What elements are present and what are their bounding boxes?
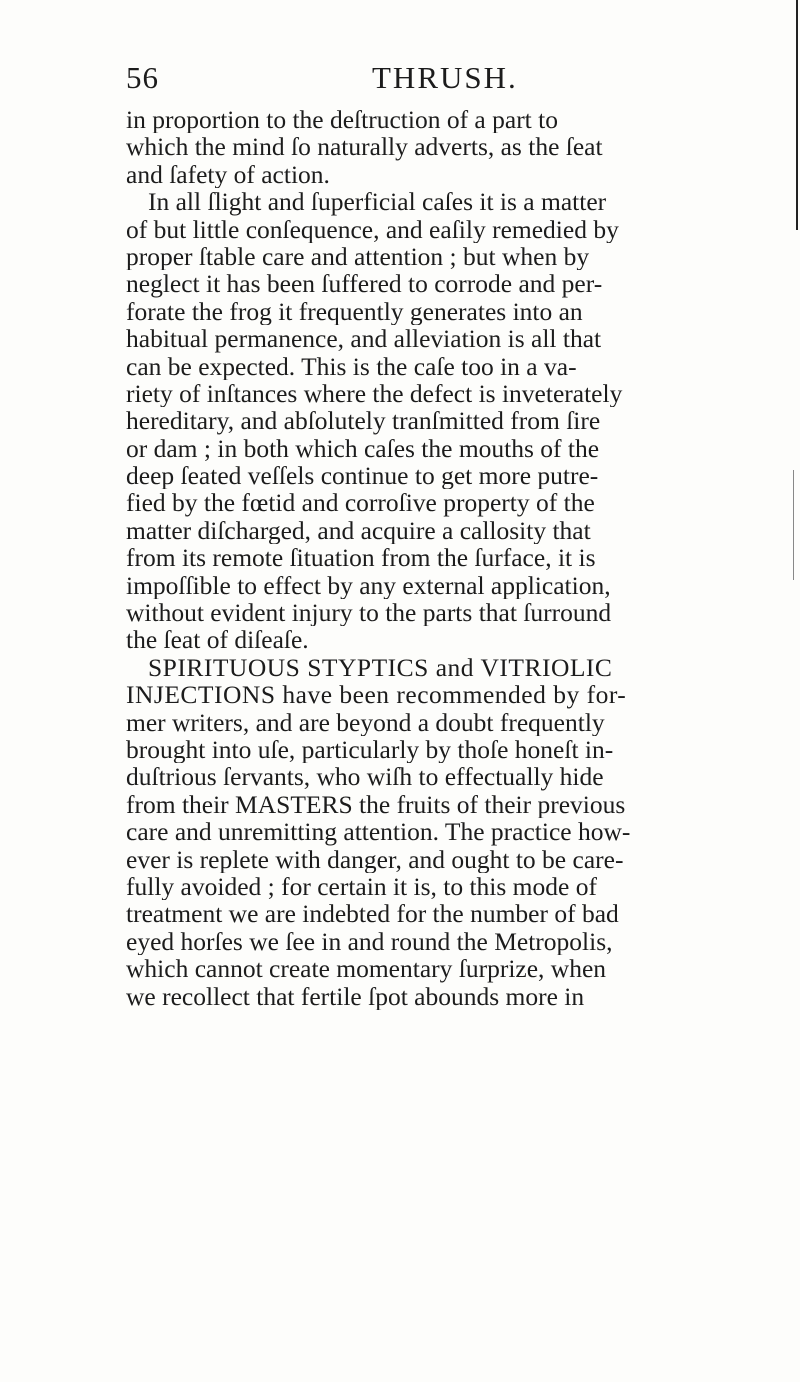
text-line: from its remote ſituation from the ſurface, it is xyxy=(126,544,596,572)
text-line: can be expected. This is the caſe too in a va- xyxy=(126,352,577,380)
text-line: the ſeat of diſeaſe. xyxy=(126,626,309,654)
text-line: In all ſlight and ſuperficial caſes it is a matter xyxy=(148,188,607,216)
text-line: SPIRITUOUS STYPTICS and VITRIOLIC xyxy=(148,653,613,682)
text-line: treatment we are indebted for the number of bad xyxy=(126,900,619,928)
gutter-edge xyxy=(796,0,798,230)
text-line: brought into uſe, particularly by thoſe honeſt in- xyxy=(126,735,614,764)
text-line: of but little conſequence, and eaſily remedied by xyxy=(126,215,619,243)
text-line: duſtrious ſervants, who wiſh to effectually hide xyxy=(126,763,604,791)
text-line: neglect it has been ſuffered to corrode and per- xyxy=(126,270,603,298)
text-line: or dam ; in both which caſes the mouths of the xyxy=(126,434,600,463)
text-line: ever is replete with danger, and ought to be care- xyxy=(126,845,624,873)
text-line: in proportion to the deſtruction of a part to xyxy=(126,106,558,134)
running-head: THRUSH. xyxy=(372,60,518,95)
text-line: mer writers, and are beyond a doubt frequently xyxy=(126,708,605,736)
page-number: 56 xyxy=(126,60,159,95)
text-line: habitual permanence, and alleviation is all that xyxy=(126,325,602,353)
text-line: proper ſtable care and attention ; but when by xyxy=(126,242,590,271)
text-line: forate the frog it frequently generates into an xyxy=(126,297,583,326)
text-line: we recollect that fertile ſpot abounds more in xyxy=(126,982,585,1010)
text-line: and ſafety of action. xyxy=(126,160,330,189)
text-line: which cannot create momentary ſurprize, when xyxy=(126,955,607,983)
text-line: hereditary, and abſolutely tranſmitted from ſire xyxy=(126,407,601,435)
text-line: eyed horſes we ſee in and round the Metropolis, xyxy=(126,927,613,956)
text-line: from their MASTERS the fruits of their previous xyxy=(126,790,626,819)
text-line: deep ſeated veſſels continue to get more putre- xyxy=(126,462,599,490)
text-line: without evident injury to the parts that ſurround xyxy=(126,599,612,627)
text-line: INJECTIONS have been recommended by for- xyxy=(126,681,627,709)
page-header xyxy=(126,60,646,104)
text-line: matter diſcharged, and acquire a callosity that xyxy=(126,516,591,545)
text-line: impoſſible to effect by any external application, xyxy=(126,571,611,600)
text-line: riety of inſtances where the defect is inveterately xyxy=(126,379,623,408)
text-line: care and unremitting attention. The practice how- xyxy=(126,818,631,846)
body-text xyxy=(126,106,786,1010)
text-line: which the mind ſo naturally adverts, as the ſeat xyxy=(126,133,603,161)
gutter-edge-lower xyxy=(793,470,794,580)
text-line: fully avoided ; for certain it is, to this mode of xyxy=(126,872,597,901)
text-line: fied by the fœtid and corroſive property of the xyxy=(126,489,595,517)
